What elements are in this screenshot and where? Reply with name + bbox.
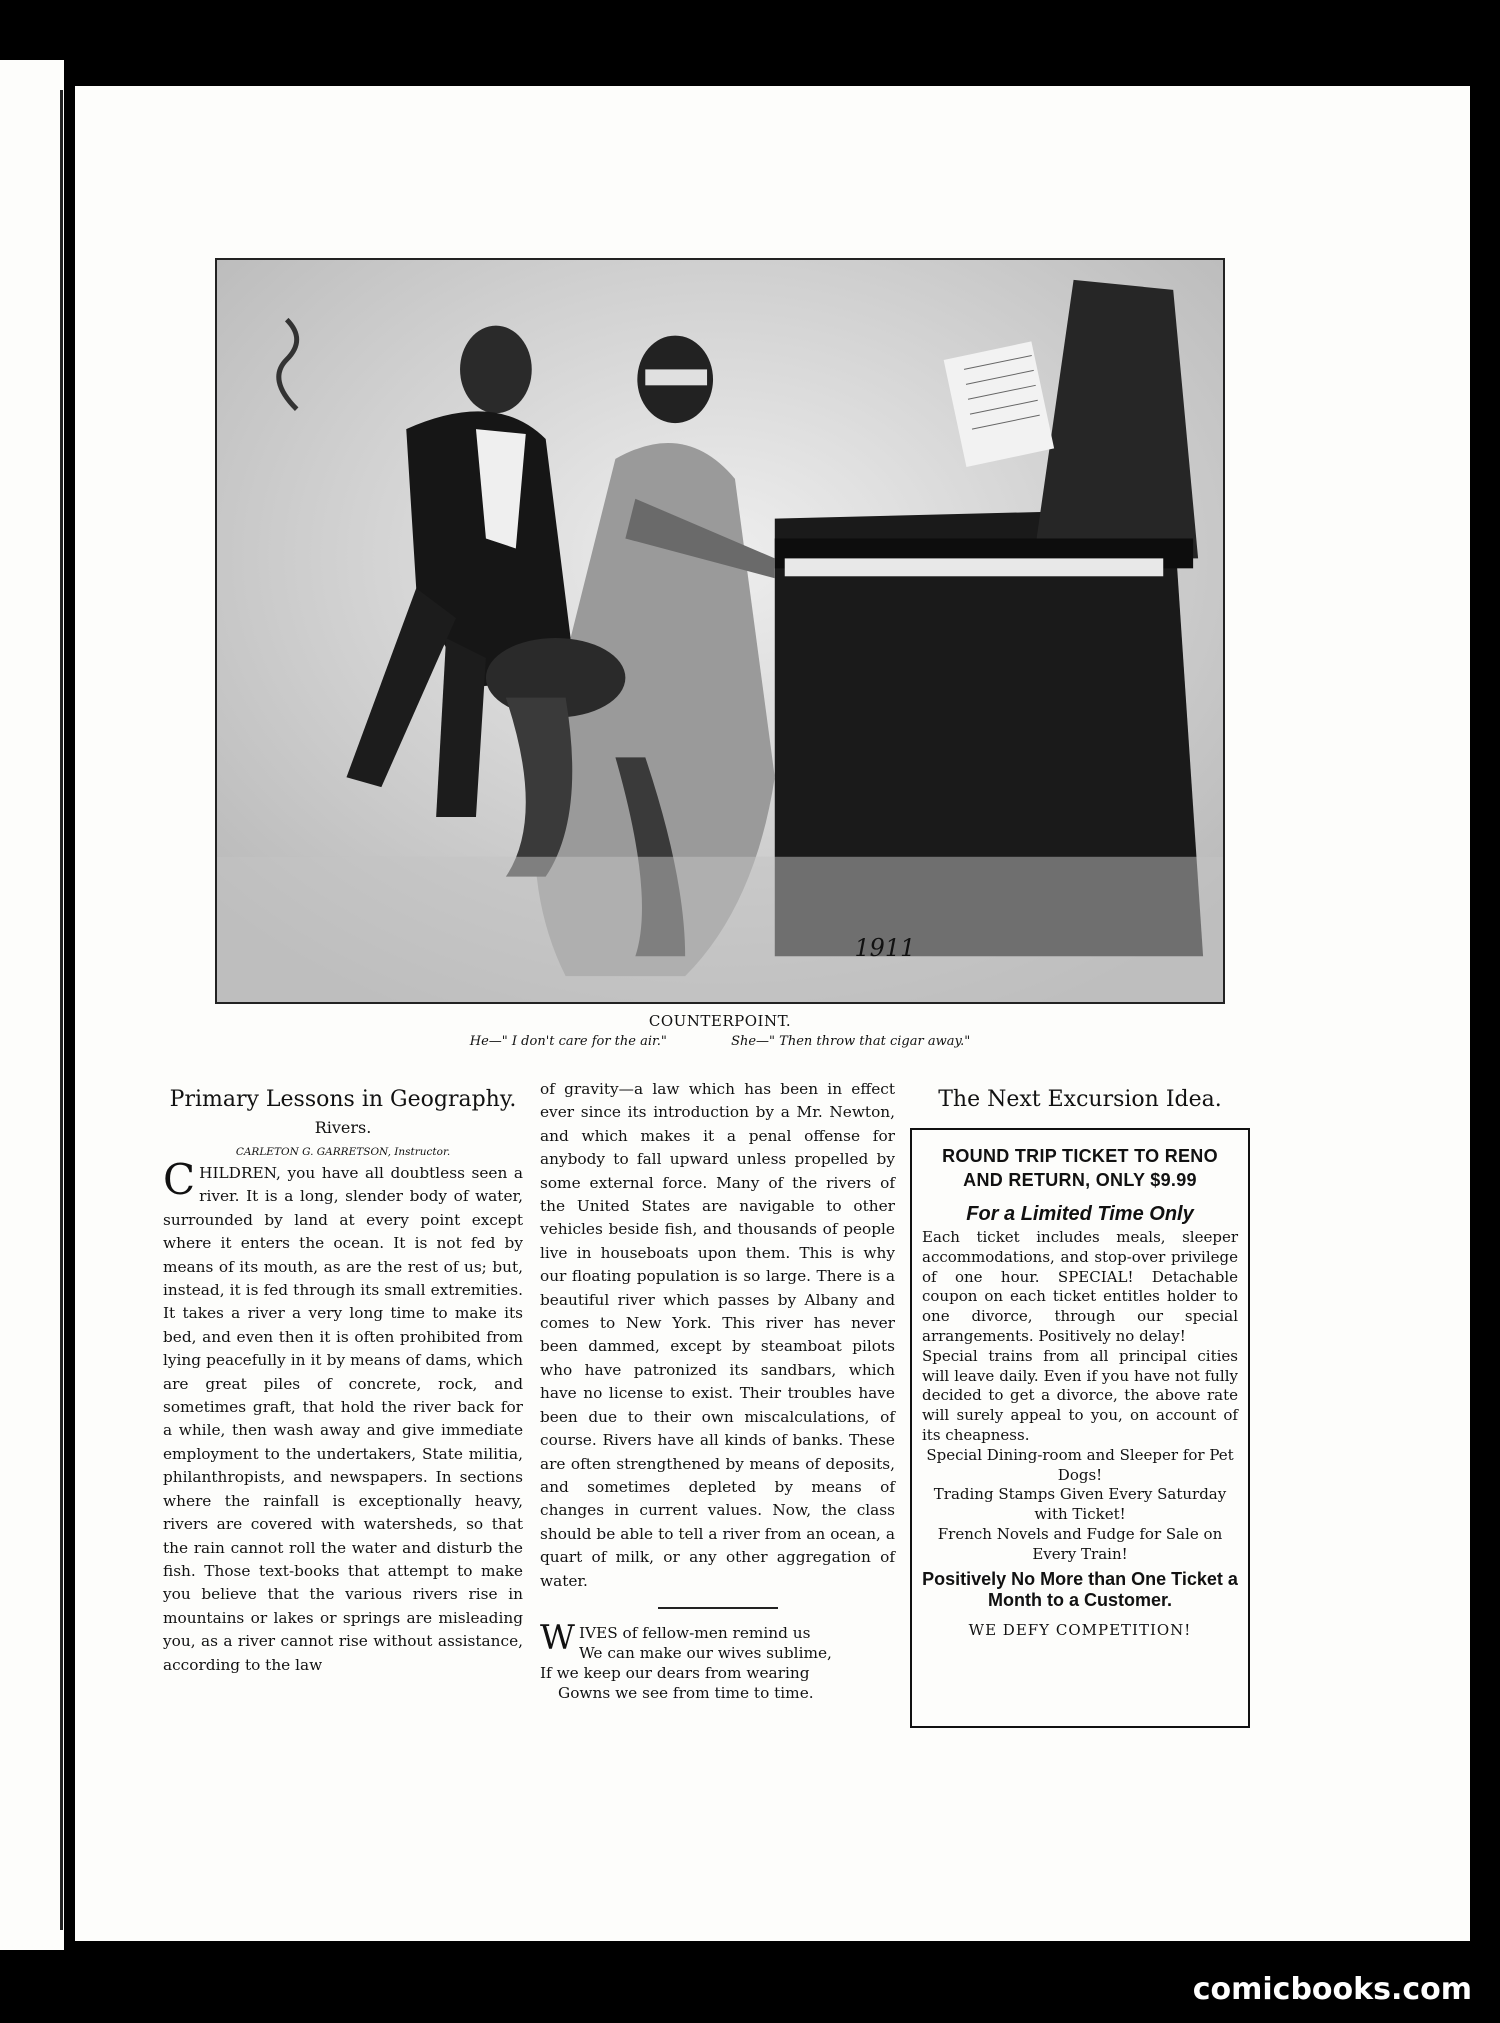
poem-line-1: IVES of fellow-men remind us xyxy=(578,1623,811,1642)
advert-heading: The Next Excursion Idea. xyxy=(938,1087,1222,1112)
facing-page-edge xyxy=(0,60,64,1950)
section-divider xyxy=(658,1607,778,1609)
advert-box xyxy=(910,1128,1250,1728)
advert-line-2: Trading Stamps Given Every Saturday with Ticket! xyxy=(933,1485,1227,1524)
artist-signature: 1911 xyxy=(854,934,916,963)
article-column-1 xyxy=(163,1086,523,1677)
advert-body-2: Special trains from all principal cities will leave daily. Even if you have not fully decided to get a divorce, the above rate will surely appeal to you, on account of its cheapness. xyxy=(922,1346,1238,1444)
poem-dropcap: W xyxy=(540,1617,575,1658)
illustration-caption-quote xyxy=(215,1034,1225,1049)
poem-line-2: We can make our wives sublime, xyxy=(578,1643,832,1662)
magazine-page xyxy=(75,86,1470,1941)
poem-line-3: If we keep our dears from wearing xyxy=(540,1663,810,1682)
advert-line-3: French Novels and Fudge for Sale on Every Train! xyxy=(937,1524,1223,1563)
advert-title: ROUND TRIP TICKET TO RENO AND RETURN, ONLY $9.99 xyxy=(942,1146,1218,1190)
counterpoint-illustration xyxy=(215,258,1225,1004)
spine-line xyxy=(60,90,63,1930)
advert-limit-line: Positively No More than One Ticket a Month to a Customer. xyxy=(922,1568,1238,1610)
article-body-1 xyxy=(163,1155,523,1677)
illustration-drawing xyxy=(217,260,1223,1002)
article-text-2: of gravity—a law which has been in effect ever since its introduction by a Mr. Newton, and which makes it a penal offense for anybody to fall upward unless propelled by some external force. Many of the rivers of the United States are navigable to other vehicles beside fish, and thousands of people live in houseboats upon them. This is why our floating population is so large. There is a beautiful river which passes by Albany and comes to New York. This river has never been dammed, except by steamboat pilots who have patronized its sandbars, which have no license to exist. Their troubles have been due to their own miscalculations, of course. Rivers have all kinds of banks. These are often strengthened by means of deposits, and sometimes depleted by means of changes in current values. Now, the class should be able to tell a river from an ocean, a quart of milk, or any other aggregation of water. xyxy=(540,1080,895,1590)
advert-body-1: Each ticket includes meals, sleeper accommodations, and stop-over privilege of one hour. SPECIAL! Detachable coupon on each ticket entitles holder to one divorce, through our special arrangements. Positively no delay! xyxy=(922,1228,1238,1345)
illustration-caption-title: COUNTERPOINT. xyxy=(648,1012,792,1030)
advert-line-1: Special Dining-room and Sleeper for Pet Dogs! xyxy=(926,1445,1234,1484)
dropcap-c: C xyxy=(163,1155,196,1204)
site-watermark: comicbooks.com xyxy=(1192,1972,1472,2007)
quote-she: She—" Then throw that cigar away." xyxy=(731,1034,971,1049)
quote-he: He—" I don't care for the air." xyxy=(469,1034,667,1049)
poem-line-4: Gowns we see from time to time. xyxy=(558,1683,814,1702)
article-byline: CARLETON G. GARRETSON, Instructor. xyxy=(235,1146,451,1158)
advert-subtitle: For a Limited Time Only xyxy=(966,1203,1194,1225)
article-column-2 xyxy=(540,1078,895,1703)
advert-column xyxy=(910,1086,1250,1728)
article-title: Primary Lessons in Geography. xyxy=(169,1087,517,1112)
poem xyxy=(540,1617,895,1703)
article-subtitle: Rivers. xyxy=(314,1118,372,1137)
advert-footer: WE DEFY COMPETITION! xyxy=(968,1620,1192,1639)
article-text-1: HILDREN, you have all doubtless seen a river. It is a long, slender body of water, surrounded by land at every point except where it enters the ocean. It is not fed by means of its mouth, as are the rest of us; but, instead, it is fed through its small extremities. It takes a river a very long time to make its bed, and even then it is often prohibited from lying peacefully in it by means of dams, which are great piles of concrete, rock, and sometimes graft, that hold the river back for a while, then wash away and give immediate employment to the undertakers, State militia, philanthropists, and newspapers. In sections where the rainfall is exceptionally heavy, rivers are covered with watersheds, so that the rain cannot roll the water and disturb the fish. Those text-books that attempt to make you believe that the various rivers rise in mountains or lakes or springs are misleading you, as a river cannot rise without assistance, according to the law xyxy=(163,1164,523,1674)
